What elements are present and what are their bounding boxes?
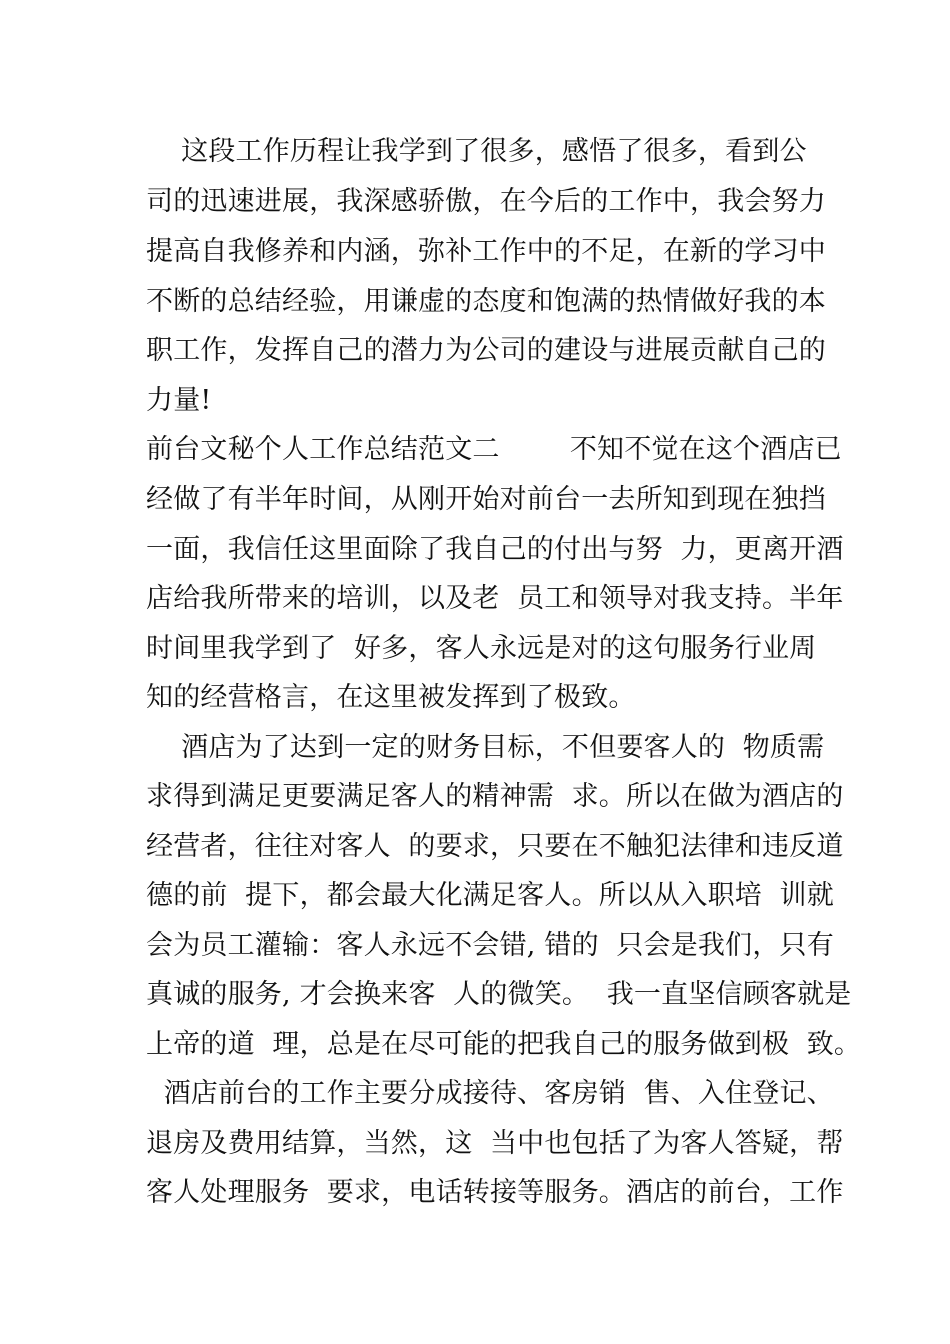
text-line: 退房及费用结算，当然，这 当中也包括了为客人答疑，帮 xyxy=(146,1128,844,1159)
text-line: 职工作，发挥自己的潜力为公司的建设与进展贡献自己的 xyxy=(146,335,826,366)
section-heading-line: 前台文秘个人工作总结范文二 不知不觉在这个酒店已 xyxy=(146,434,842,465)
text-line: 一面，我信任这里面除了我自己的付出与努 力，更离开酒 xyxy=(146,534,844,565)
text-line: 司的迅速进展，我深感骄傲，在今后的工作中，我会努力 xyxy=(146,186,826,217)
text-line: 提高自我修养和内涵，弥补工作中的不足，在新的学习中 xyxy=(146,236,826,267)
text-line: 店给我所带来的培训，以及老 员工和领导对我支持。半年 xyxy=(146,583,844,614)
text-line: 经做了有半年时间，从刚开始对前台一去所知到现在独挡 xyxy=(146,484,826,515)
text-line: 不断的总结经验，用谦虚的态度和饱满的热情做好我的本 xyxy=(146,286,826,317)
text-line: 经营者，往往对客人 的要求，只要在不触犯法律和违反道 xyxy=(146,831,844,862)
text-line: 时间里我学到了 好多，客人永远是对的这句服务行业周 xyxy=(146,633,817,664)
text-line: 力量! xyxy=(146,385,212,416)
text-line: 会为员工灌输：客人永远不会错, 错的 只会是我们，只有 xyxy=(146,930,834,961)
text-line: 酒店前台的工作主要分成接待、客房销 售、入住登记、 xyxy=(146,1078,834,1109)
text-line: 德的前 提下，都会最大化满足客人。所以从入职培 训就 xyxy=(146,880,834,911)
text-line: 求得到满足更要满足客人的精神需 求。所以在做为酒店的 xyxy=(146,781,844,812)
text-line: 真诚的服务, 才会换来客 人的微笑。 我一直坚信顾客就是 xyxy=(146,979,852,1010)
text-line: 这段工作历程让我学到了很多，感悟了很多，看到公 xyxy=(146,136,807,167)
text-line: 客人处理服务 要求，电话转接等服务。酒店的前台，工作 xyxy=(146,1177,844,1208)
text-line: 知的经营格言，在这里被发挥到了极致。 xyxy=(146,682,636,713)
text-line: 上帝的道 理，总是在尽可能的把我自己的服务做到极 致。 xyxy=(146,1029,862,1060)
text-line: 酒店为了达到一定的财务目标，不但要客人的 物质需 xyxy=(146,732,825,763)
